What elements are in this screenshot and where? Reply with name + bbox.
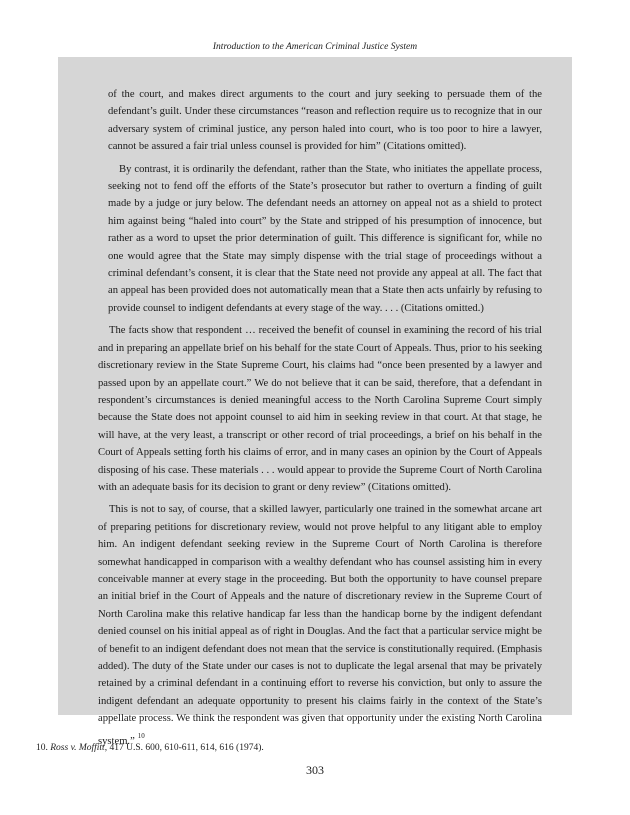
running-header: Introduction to the American Criminal Justice System: [212, 42, 418, 52]
footnote: [36, 743, 264, 753]
excerpt-paragraph: of the court, and makes direct arguments to the court and jury seeking to persuade them of the defendant’s guilt. Under these circumstances “reason and reflection require us to recognize that in our adversary system of criminal justice, any person haled into court, who is too poor to hire a lawyer, cannot be assured a fair trial unless counsel is provided for him” (Citations omitted).: [108, 89, 542, 153]
footnote-case-name: Ross v. Moffitt: [50, 743, 105, 753]
page-number: 303: [306, 763, 324, 777]
excerpt-paragraph: By contrast, it is ordinarily the defendant, rather than the State, who initiates the appellate process, seeking not to fend off the efforts of the State’s prosecutor but rather to overturn a finding of guilt made by a judge or jury below. The defendant needs an attorney on appeal not as a shield to protect him against being “haled into court” by the State and stripped of his presumption of innocence, but rather as a word to upset the prior determination of guilt. This difference is significant for, while no one would agree that the State may simply dispense with the trial stage of proceedings without a criminal defendant’s consent, it is clear that the State need not provide any appeal at all. The fact that an appeal has been provided does not automatically mean that a State then acts unfairly by refusing to provide counsel to indigent defendants at every stage of the way. . . . (Citations omitted.): [108, 163, 542, 314]
footnote-number: 10.: [36, 743, 48, 753]
footnote-citation: , 417 U.S. 600, 610-611, 614, 616 (1974).: [104, 743, 264, 753]
footnote-reference: 10: [137, 731, 145, 740]
excerpt-paragraph: The facts show that respondent … received the benefit of counsel in examining the record of his trial and in preparing an appellate brief on his behalf for the state Court of Appeals. Thus, prior to his seeking discretionary review in the State Supreme Court, his claims had “once been presented by a lawyer and passed upon by an appellate court.” We do not believe that it can be said, therefore, that a defendant in respondent’s circumstances is denied meaningful access to the North Carolina Supreme Court simply because the State does not appoint counsel to aid him in seeking review in that court. At that stage, he will have, at the very least, a transcript or other record of trial proceedings, a brief on his behalf in the Court of Appeals setting forth his claims of error, and in many cases an opinion by the Court of Appeals disposing of his case. These materials . . . would appear to provide the Supreme Court of North Carolina with an adequate basis for its decision to grant or deny review” (Citations omitted).: [98, 325, 542, 493]
excerpt-paragraph-text: This is not to say, of course, that a skilled lawyer, particularly one trained in the somewhat arcane art of preparing petitions for discretionary review, would not prove helpful to any litigant able to employ him. An indigent defendant seeking review in the Supreme Court of North Carolina is therefore somewhat handicapped in comparison with a wealthy defendant who has counsel assisting him in every conceivable manner at every stage in the proceeding. But both the opportunity to have counsel prepare an initial brief in the Court of Appeals and the nature of discretionary review in the Supreme Court of North Carolina make this relative handicap far less than the handicap borne by the indigent defendant denied counsel on his initial appeal as of right in Douglas. And the fact that a particular service might be of benefit to an indigent defendant does not mean that the service is constitutionally required. (Emphasis added). The duty of the State under our cases is not to duplicate the legal arsenal that may be privately retained by a criminal defendant in a continuing effort to reverse his conviction, but only to assure the indigent defendant an adequate opportunity to present his claims fairly in the context of the State’s appellate process. We think the respondent was given that opportunity under the existing North Carolina system.”: [98, 504, 542, 747]
quoted-excerpt: [58, 57, 572, 747]
excerpt-paragraph-last: [98, 501, 542, 750]
